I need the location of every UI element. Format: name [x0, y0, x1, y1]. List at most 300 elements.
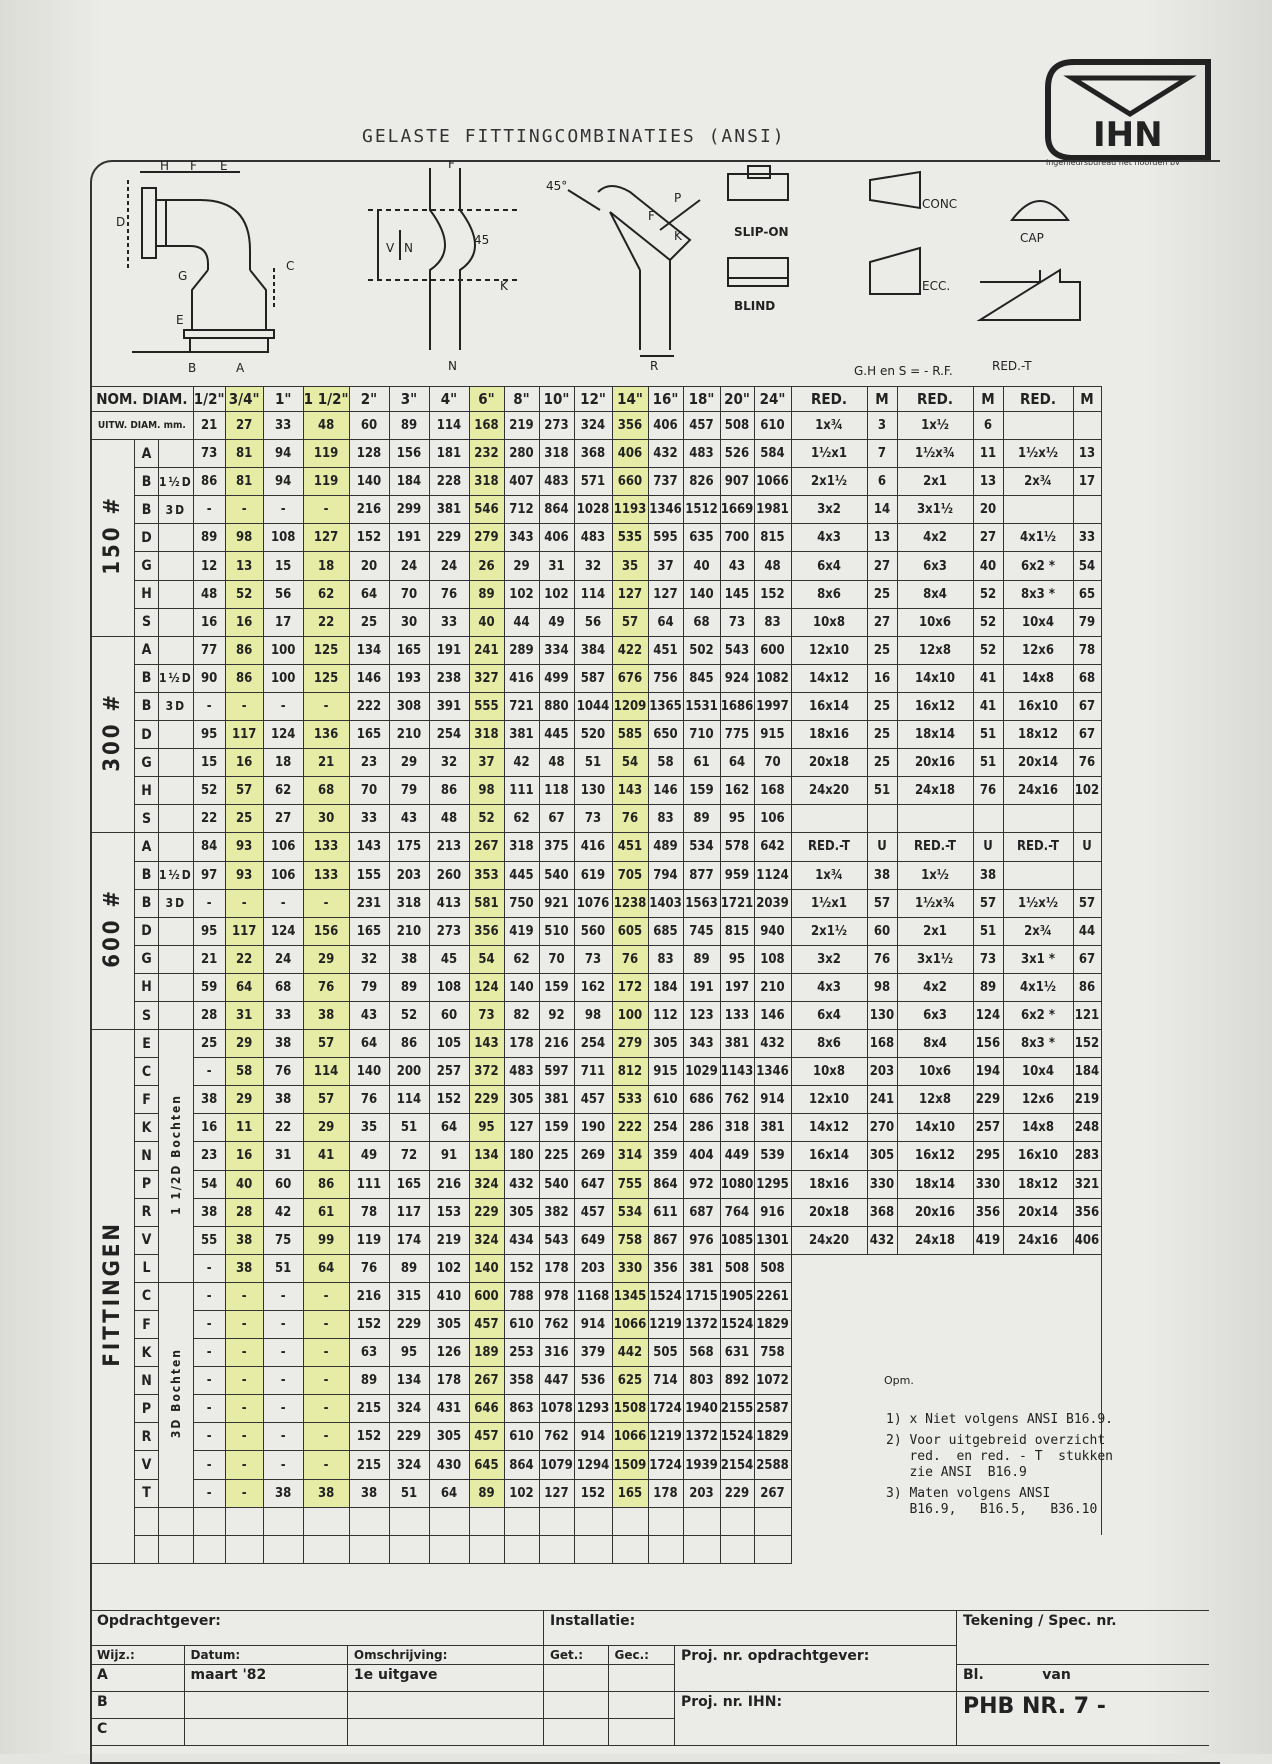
value-cell: 539 [754, 1142, 791, 1170]
size-header: 3/4" [225, 387, 263, 412]
value-cell: 375 [539, 833, 574, 861]
value-cell: 764 [720, 1198, 754, 1226]
redt-cell: 6x3 [897, 1001, 973, 1029]
value-cell: 99 [303, 1226, 349, 1254]
value-cell: 26 [469, 552, 504, 580]
value-cell: 57 [225, 777, 263, 805]
value-cell: 1076 [574, 889, 612, 917]
red-cell: 24x18 [897, 777, 973, 805]
bend-radius [159, 749, 194, 777]
value-cell: 124 [469, 973, 504, 1001]
value-cell: 406 [612, 440, 648, 468]
value-cell: 1124 [754, 861, 791, 889]
value-cell: 635 [683, 524, 720, 552]
value-cell: 11 [225, 1114, 263, 1142]
revision-description [347, 1692, 543, 1719]
value-cell: 216 [349, 1282, 389, 1310]
value-cell: 127 [648, 580, 683, 608]
value-cell: 146 [754, 1001, 791, 1029]
redt-cell [1073, 861, 1101, 889]
dim-letter: B [135, 664, 159, 692]
value-cell: 130 [574, 777, 612, 805]
red-cell: 13 [1073, 440, 1101, 468]
value-cell: 222 [612, 1114, 648, 1142]
dim-letter: G [135, 749, 159, 777]
revision-get [544, 1665, 609, 1692]
value-cell: 685 [648, 917, 683, 945]
od-value: 168 [469, 412, 504, 440]
svg-text:N: N [404, 241, 413, 255]
value-cell: 78 [349, 1198, 389, 1226]
value-cell: 59 [193, 973, 225, 1001]
red-cell: 52 [973, 580, 1003, 608]
empty-cell [504, 1507, 539, 1535]
value-cell: 737 [648, 468, 683, 496]
red-cell: 1x½ [897, 412, 973, 440]
value-cell: 269 [574, 1142, 612, 1170]
value-cell: 721 [504, 692, 539, 720]
value-cell: 43 [720, 552, 754, 580]
value-cell: 228 [429, 468, 469, 496]
red-cell: 25 [867, 692, 897, 720]
bend-radius [159, 945, 194, 973]
red-cell: 25 [867, 636, 897, 664]
value-cell: 43 [389, 805, 429, 833]
redt-cell: 4x1½ [1003, 973, 1073, 1001]
red-cell: 51 [973, 749, 1003, 777]
svg-text:E: E [220, 160, 228, 173]
value-cell: 758 [612, 1226, 648, 1254]
table-row [91, 749, 1102, 777]
value-cell: 93 [225, 861, 263, 889]
value-cell: 610 [504, 1423, 539, 1451]
empty-cell [791, 805, 867, 833]
value-cell: - [303, 1282, 349, 1310]
value-cell: 98 [469, 777, 504, 805]
value-cell: 712 [504, 496, 539, 524]
empty-cell [349, 1507, 389, 1535]
proj-opdrachtgever-field: Proj. nr. opdrachtgever: [674, 1646, 956, 1692]
value-cell: 22 [303, 608, 349, 636]
value-cell: 649 [574, 1226, 612, 1254]
value-cell: 864 [504, 1451, 539, 1479]
value-cell: 159 [683, 777, 720, 805]
redt-cell: 4x3 [791, 973, 867, 1001]
value-cell: 1940 [683, 1395, 720, 1423]
empty-cell [263, 1507, 303, 1535]
value-cell: 407 [504, 468, 539, 496]
value-cell: 483 [683, 440, 720, 468]
value-cell: 51 [389, 1479, 429, 1507]
red-cell: 51 [973, 721, 1003, 749]
value-cell: 1829 [754, 1311, 791, 1339]
empty-cell [1003, 805, 1073, 833]
red-cell: 12x6 [1003, 636, 1073, 664]
redt-cell: 24x20 [791, 1226, 867, 1254]
value-cell: 190 [574, 1114, 612, 1142]
value-cell: 650 [648, 721, 683, 749]
value-cell: 1028 [574, 496, 612, 524]
value-cell: - [225, 1479, 263, 1507]
redt-cell: 18x14 [897, 1170, 973, 1198]
svg-text:K: K [674, 229, 682, 243]
value-cell: 51 [263, 1254, 303, 1282]
value-cell: 63 [349, 1339, 389, 1367]
value-cell: 1939 [683, 1451, 720, 1479]
value-cell: 127 [612, 580, 648, 608]
value-cell: 54 [612, 749, 648, 777]
value-cell: 445 [539, 721, 574, 749]
redt-cell: 2x1½ [791, 917, 867, 945]
value-cell: 645 [469, 1451, 504, 1479]
value-cell: 229 [389, 1311, 429, 1339]
value-cell: - [193, 692, 225, 720]
dim-letter: G [135, 552, 159, 580]
value-cell: 108 [429, 973, 469, 1001]
value-cell: 1724 [648, 1451, 683, 1479]
value-cell: 143 [612, 777, 648, 805]
empty-cell [303, 1535, 349, 1563]
value-cell: 445 [504, 861, 539, 889]
value-cell: 1724 [648, 1395, 683, 1423]
value-cell: 56 [574, 608, 612, 636]
pressure-class-label: 300 # [91, 636, 135, 833]
value-cell: - [193, 1254, 225, 1282]
table-row [91, 1086, 1102, 1114]
value-cell: 133 [303, 861, 349, 889]
red-cell: 41 [973, 692, 1003, 720]
value-cell: 152 [504, 1254, 539, 1282]
svg-text:A: A [236, 361, 245, 375]
value-cell: 52 [225, 580, 263, 608]
value-cell: 73 [720, 608, 754, 636]
empty-cell [754, 1507, 791, 1535]
value-cell: 534 [612, 1198, 648, 1226]
value-cell: 28 [225, 1198, 263, 1226]
value-cell: 95 [720, 945, 754, 973]
value-cell: 1669 [720, 496, 754, 524]
value-cell: 191 [429, 636, 469, 664]
red-cell [1073, 496, 1101, 524]
value-cell: 631 [720, 1339, 754, 1367]
value-cell: 102 [504, 580, 539, 608]
table-row [91, 889, 1102, 917]
redt-cell: 57 [1073, 889, 1101, 917]
value-cell: 143 [349, 833, 389, 861]
value-cell: 165 [349, 917, 389, 945]
revision-get [544, 1692, 609, 1719]
value-cell: 815 [754, 524, 791, 552]
value-cell: 42 [263, 1198, 303, 1226]
value-cell: 191 [683, 973, 720, 1001]
bend-radius [159, 777, 194, 805]
value-cell: 25 [225, 805, 263, 833]
value-cell: 62 [303, 580, 349, 608]
value-cell: 422 [612, 636, 648, 664]
value-cell: 578 [720, 833, 754, 861]
value-cell: 45 [429, 945, 469, 973]
value-cell: 254 [574, 1030, 612, 1058]
red-cell: 16x14 [791, 692, 867, 720]
value-cell: 762 [539, 1423, 574, 1451]
value-cell: 97 [193, 861, 225, 889]
value-cell: 159 [539, 1114, 574, 1142]
value-cell: 619 [574, 861, 612, 889]
value-cell: 845 [683, 664, 720, 692]
value-cell: 404 [683, 1142, 720, 1170]
redt-cell: 1x¾ [791, 861, 867, 889]
value-cell: 203 [574, 1254, 612, 1282]
table-row [91, 861, 1102, 889]
value-cell: 61 [303, 1198, 349, 1226]
value-cell: 75 [263, 1226, 303, 1254]
value-cell: 381 [754, 1114, 791, 1142]
redt-cell: 152 [1073, 1030, 1101, 1058]
value-cell: 305 [429, 1423, 469, 1451]
value-cell: - [225, 1423, 263, 1451]
value-cell: 1403 [648, 889, 683, 917]
table-row [91, 777, 1102, 805]
value-cell: 16 [193, 1114, 225, 1142]
value-cell: 1346 [754, 1058, 791, 1086]
redt-cell: 1½x1 [791, 889, 867, 917]
revision-header: Get.: [544, 1646, 609, 1665]
cap-label: CAP [1020, 231, 1044, 245]
value-cell: 451 [612, 833, 648, 861]
red-cell: 3x2 [791, 496, 867, 524]
value-cell: 84 [193, 833, 225, 861]
value-cell: 510 [539, 917, 574, 945]
table-row [91, 1254, 1102, 1282]
table-row [91, 1001, 1102, 1029]
svg-text:F: F [648, 209, 655, 223]
redt-cell: 24x16 [1003, 1226, 1073, 1254]
value-cell: 540 [539, 1170, 574, 1198]
value-cell: 413 [429, 889, 469, 917]
bend-radius [159, 833, 194, 861]
value-cell: 921 [539, 889, 574, 917]
redt-cell: 38 [867, 861, 897, 889]
value-cell: 105 [429, 1030, 469, 1058]
redt-cell: 57 [973, 889, 1003, 917]
empty-cell [1073, 805, 1101, 833]
value-cell: 1080 [720, 1170, 754, 1198]
value-cell: 232 [469, 440, 504, 468]
red-cell: 14x8 [1003, 664, 1073, 692]
value-cell: 86 [429, 777, 469, 805]
value-cell: 152 [349, 524, 389, 552]
value-cell: 73 [574, 805, 612, 833]
red-cell: 14 [867, 496, 897, 524]
value-cell: 197 [720, 973, 754, 1001]
red-header: M [973, 387, 1003, 412]
value-cell: 815 [720, 917, 754, 945]
table-row [91, 636, 1102, 664]
value-cell: 560 [574, 917, 612, 945]
tekening-field: Tekening / Spec. nr. [957, 1611, 1210, 1665]
page-title: GELASTE FITTINGCOMBINATIES (ANSI) [362, 126, 786, 147]
value-cell: 526 [720, 440, 754, 468]
value-cell: 86 [303, 1170, 349, 1198]
value-cell: 117 [225, 721, 263, 749]
redt-header: U [1073, 833, 1101, 861]
dim-letter: E [135, 1030, 159, 1058]
value-cell: 318 [539, 440, 574, 468]
value-cell: 1066 [612, 1423, 648, 1451]
value-cell: 108 [263, 524, 303, 552]
value-cell: 152 [574, 1479, 612, 1507]
table-row [91, 1170, 1102, 1198]
empty-cell [539, 1507, 574, 1535]
value-cell: 432 [754, 1030, 791, 1058]
revision-letter: B [91, 1692, 185, 1719]
value-cell: 114 [303, 1058, 349, 1086]
dim-letter: R [135, 1423, 159, 1451]
value-cell: 305 [504, 1086, 539, 1114]
value-cell: 710 [683, 721, 720, 749]
dim-letter: N [135, 1142, 159, 1170]
size-header: 20" [720, 387, 754, 412]
redt-cell: 10x4 [1003, 1058, 1073, 1086]
value-cell: 520 [574, 721, 612, 749]
value-cell: 38 [349, 1479, 389, 1507]
revision-header: Gec.: [608, 1646, 674, 1665]
redt-cell: 16x12 [897, 1142, 973, 1170]
value-cell: 128 [349, 440, 389, 468]
empty-cell [225, 1507, 263, 1535]
value-cell: - [303, 496, 349, 524]
value-cell: 1219 [648, 1311, 683, 1339]
revision-date [184, 1719, 347, 1746]
empty-cell [135, 1535, 159, 1563]
value-cell: 489 [648, 833, 683, 861]
value-cell: 762 [720, 1086, 754, 1114]
value-cell: 215 [349, 1395, 389, 1423]
value-cell: 76 [612, 805, 648, 833]
redt-cell: 330 [973, 1170, 1003, 1198]
table-row [91, 973, 1102, 1001]
red-cell: 33 [1073, 524, 1101, 552]
value-cell: - [303, 692, 349, 720]
value-cell: 94 [263, 468, 303, 496]
value-cell: - [303, 1451, 349, 1479]
empty-cell [504, 1535, 539, 1563]
value-cell: 2588 [754, 1451, 791, 1479]
value-cell: 126 [429, 1339, 469, 1367]
red-cell: 65 [1073, 580, 1101, 608]
empty-cell [683, 1507, 720, 1535]
redt-cell: 3x1½ [897, 945, 973, 973]
value-cell: 318 [469, 468, 504, 496]
value-cell: 289 [504, 636, 539, 664]
value-cell: 758 [754, 1339, 791, 1367]
sheet-number-field: Bl. van [957, 1665, 1210, 1692]
redt-cell: 356 [973, 1198, 1003, 1226]
value-cell: 48 [754, 552, 791, 580]
redt-cell: 16x10 [1003, 1142, 1073, 1170]
size-header: 14" [612, 387, 648, 412]
od-value: 89 [389, 412, 429, 440]
value-cell: 568 [683, 1339, 720, 1367]
bend-type-label: 3D Bochten [159, 1282, 194, 1507]
svg-text:K: K [500, 279, 508, 293]
bend-radius: 1½D [159, 664, 194, 692]
value-cell: 178 [504, 1030, 539, 1058]
value-cell: 540 [539, 861, 574, 889]
value-cell: 100 [612, 1001, 648, 1029]
table-row [91, 805, 1102, 833]
value-cell: 508 [720, 1254, 754, 1282]
value-cell: 803 [683, 1367, 720, 1395]
value-cell: 279 [469, 524, 504, 552]
bend-radius: 1½D [159, 468, 194, 496]
value-cell: 203 [683, 1479, 720, 1507]
value-cell: 193 [389, 664, 429, 692]
value-cell: 189 [469, 1339, 504, 1367]
red-cell: 13 [867, 524, 897, 552]
value-cell: - [193, 1395, 225, 1423]
value-cell: 299 [389, 496, 429, 524]
value-cell: 253 [504, 1339, 539, 1367]
dim-letter: V [135, 1226, 159, 1254]
value-cell: 2039 [754, 889, 791, 917]
red-cell: 6 [973, 412, 1003, 440]
value-cell: 359 [648, 1142, 683, 1170]
value-cell: 343 [504, 524, 539, 552]
empty-cell [389, 1535, 429, 1563]
value-cell: 356 [648, 1254, 683, 1282]
value-cell: 67 [539, 805, 574, 833]
value-cell: 152 [429, 1086, 469, 1114]
redt-cell: 8x6 [791, 1030, 867, 1058]
empty-cell [539, 1535, 574, 1563]
empty-cell [612, 1507, 648, 1535]
value-cell: 23 [349, 749, 389, 777]
bend-radius [159, 524, 194, 552]
red-cell: 4x2 [897, 524, 973, 552]
dim-letter: S [135, 805, 159, 833]
value-cell: 89 [389, 1254, 429, 1282]
value-cell: 1524 [720, 1311, 754, 1339]
bend-radius [159, 552, 194, 580]
red-cell: 18x12 [1003, 721, 1073, 749]
redt-cell: 121 [1073, 1001, 1101, 1029]
od-value: 273 [539, 412, 574, 440]
red-cell: 13 [973, 468, 1003, 496]
redt-cell: 12x10 [791, 1086, 867, 1114]
note-item: 1) x Niet volgens ANSI B16.9. [886, 1412, 1113, 1427]
value-cell: 64 [225, 973, 263, 1001]
value-cell: 156 [389, 440, 429, 468]
redt-cell: 16x14 [791, 1142, 867, 1170]
dim-letter: V [135, 1451, 159, 1479]
value-cell: 70 [539, 945, 574, 973]
od-value: 406 [648, 412, 683, 440]
value-cell: 324 [469, 1226, 504, 1254]
table-row [91, 552, 1102, 580]
value-cell: 316 [539, 1339, 574, 1367]
value-cell: 134 [469, 1142, 504, 1170]
value-cell: 102 [429, 1254, 469, 1282]
value-cell: 73 [469, 1001, 504, 1029]
value-cell: 24 [263, 945, 303, 973]
value-cell: 106 [754, 805, 791, 833]
value-cell: 38 [263, 1086, 303, 1114]
value-cell: 20 [349, 552, 389, 580]
value-cell: 318 [469, 721, 504, 749]
value-cell: 18 [303, 552, 349, 580]
value-cell: 114 [389, 1086, 429, 1114]
